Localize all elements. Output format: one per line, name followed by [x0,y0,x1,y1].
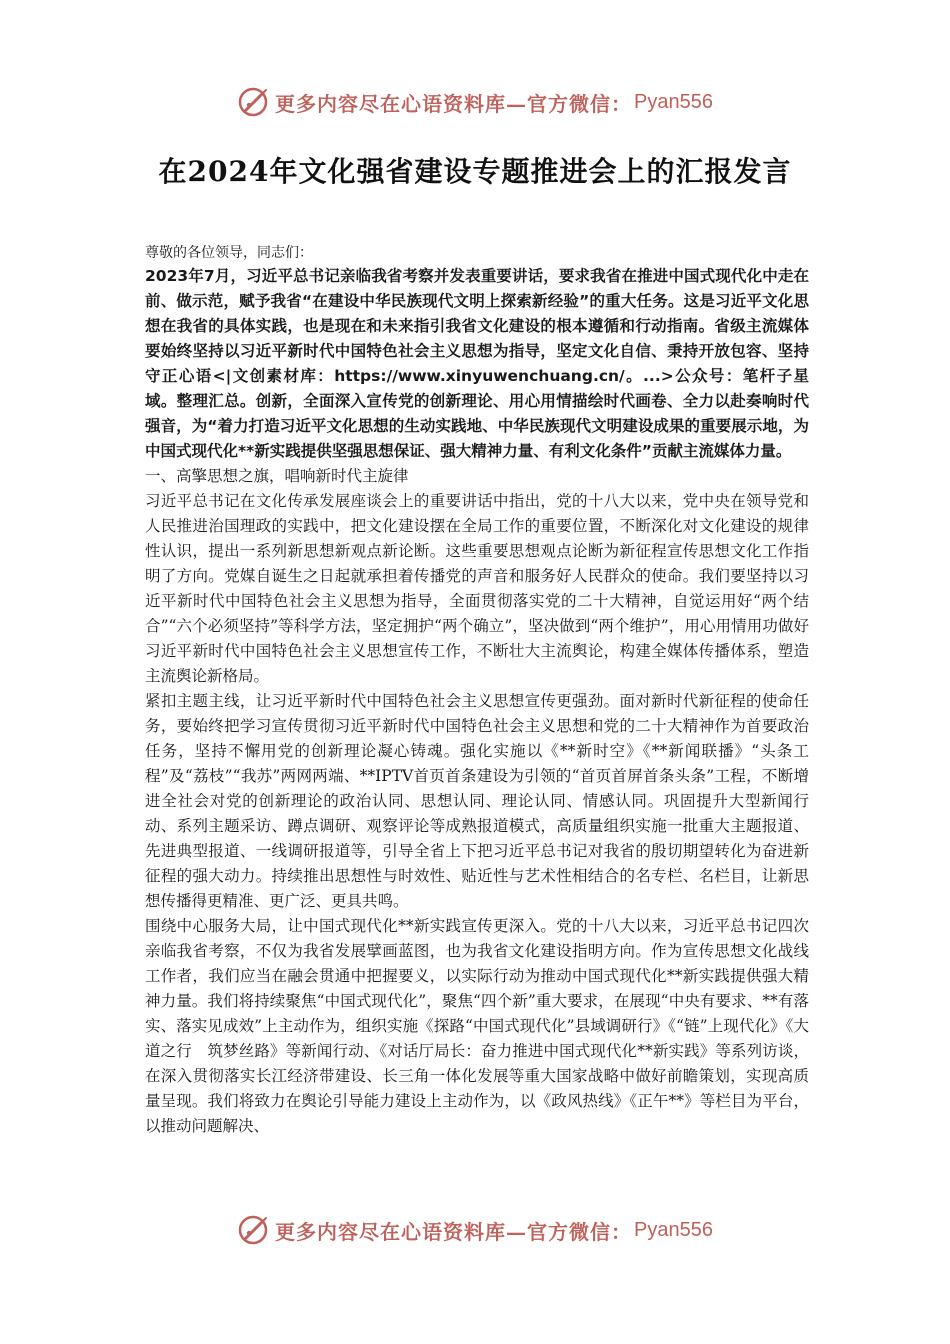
body-paragraph: 紧扣主题主线，让习近平新时代中国特色社会主义思想宣传更强劲。面对新时代新征程的使命任务，要始终把学习宣传贯彻习近平新时代中国特色社会主义思想和党的二十大精神作为首要政治任务，坚持不懈用党的创新理论凝心铸魂。强化实施以《**新时空》《**新闻联播》“头条工程”及“荔枝”“我苏”两网两端、**IPTV首页首条建设为引领的“首页首屏首条头条”工程，不断增进全社会对党的创新理论的政治认同、思想认同、理论认同、情感认同。巩固提升大型新闻行动、系列主题采访、蹲点调研、观察评论等成熟报道模式，高质量组织实施一批重大主题报道、先进典型报道、一线调研报道等，引导全省上下把习近平总书记对我省的殷切期望转化为奋进新征程的强大动力。持续推出思想性与时效性、贴近性与艺术性相结合的名专栏、名栏目，让新思想传播得更精准、更广泛、更具共鸣。 [145,692,809,910]
pen-logo-icon [237,1213,271,1247]
body-paragraph: 习近平总书记在文化传承发展座谈会上的重要讲话中指出，党的十八大以来，党中央在领导党和人民推进治国理政的实践中，把文化建设摆在全局工作的重要位置，不断深化对文化建设的规律性认识，提出一系列新思想新观点新论断。这些重要思想观点论断为新征程宣传思想文化工作指明了方向。党媒自诞生之日起就承担着传播党的声音和服务好人民群众的使命。我们要坚持以习近平新时代中国特色社会主义思想为指导，全面贯彻落实党的二十大精神，自觉运用好“两个结合”“六个必须坚持”等科学方法，坚定拥护“两个确立”，坚决做到“两个维护”，用心用情用功做好习近平新时代中国特色社会主义思想宣传工作，不断壮大主流舆论，构建全媒体传播体系，塑造主流舆论新格局。 [145,492,809,685]
document-title: 在2024年文化强省建设专题推进会上的汇报发言 [158,155,792,188]
document-body [145,242,809,1139]
pen-logo-icon [237,85,271,119]
body-paragraph: 围绕中心服务大局，让中国式现代化**新实践宣传更深入。党的十八大以来，习近平总书记四次亲临我省考察，不仅为我省发展擘画蓝图，也为我省文化建设指明方向。作为宣传思想文化战线工作者，我们应当在融会贯通中把握要义，以实际行动为推动中国式现代化**新实践提供强大精神力量。我们将持续聚焦“中国式现代化”，聚焦“四个新”重大要求，在展现“中央有要求、**有落实、落实见成效”上主动作为，组织实施《探路“中国式现代化”县域调研行》《“链”上现代化》《大道之行 筑梦丝路》等新闻行动、《对话厅局长：奋力推进中国式现代化**新实践》等系列访谈，在深入贯彻落实长江经济带建设、长三角一体化发展等重大国家战略中做好前瞻策划，实现高质量呈现。我们将致力在舆论引导能力建设上主动作为，以《政风热线》《正午**》等栏目为平台，以推动问题解决、 [145,917,809,1135]
footer-banner-text: 更多内容尽在心语资料库—官方微信： [275,1219,633,1244]
section-heading: 一、高擎思想之旗，唱响新时代主旋律 [145,467,409,485]
intro-paragraph: 2023年7月，习近平总书记亲临我省考察并发表重要讲话，要求我省在推进中国式现代化中走在前、做示范，赋予我省“在建设中华民族现代文明上探索新经验”的重大任务。这是习近平文化思想在我省的具体实践，也是现在和未来指引我省文化建设的根本遵循和行动指南。省级主流媒体要始终坚持以习近平新时代中国特色社会主义思想为指导，坚定文化自信、秉持开放包容、坚持守正心语<|文创素材库：https://www.xinyuwenchuang.cn/。...>公众号：笔杆子星域。整理汇总。创新，全面深入宣传党的创新理论、用心用情描绘时代画卷、全力以赴奏响时代强音，为“着力打造习近平文化思想的生动实践地、中华民族现代文明建设成果的重要展示地，为中国式现代化**新实践提供坚强思想保证、强大精神力量、有利文化条件”贡献主流媒体力量。 [145,267,809,460]
header-banner-wechat: Pyan556 [634,90,713,113]
header-banner-text: 更多内容尽在心语资料库—官方微信： [275,91,633,116]
greeting: 尊敬的各位领导，同志们： [145,245,313,261]
footer-banner-wechat: Pyan556 [634,1218,713,1241]
footer-banner[interactable] [0,1210,950,1250]
header-banner[interactable] [0,82,950,122]
